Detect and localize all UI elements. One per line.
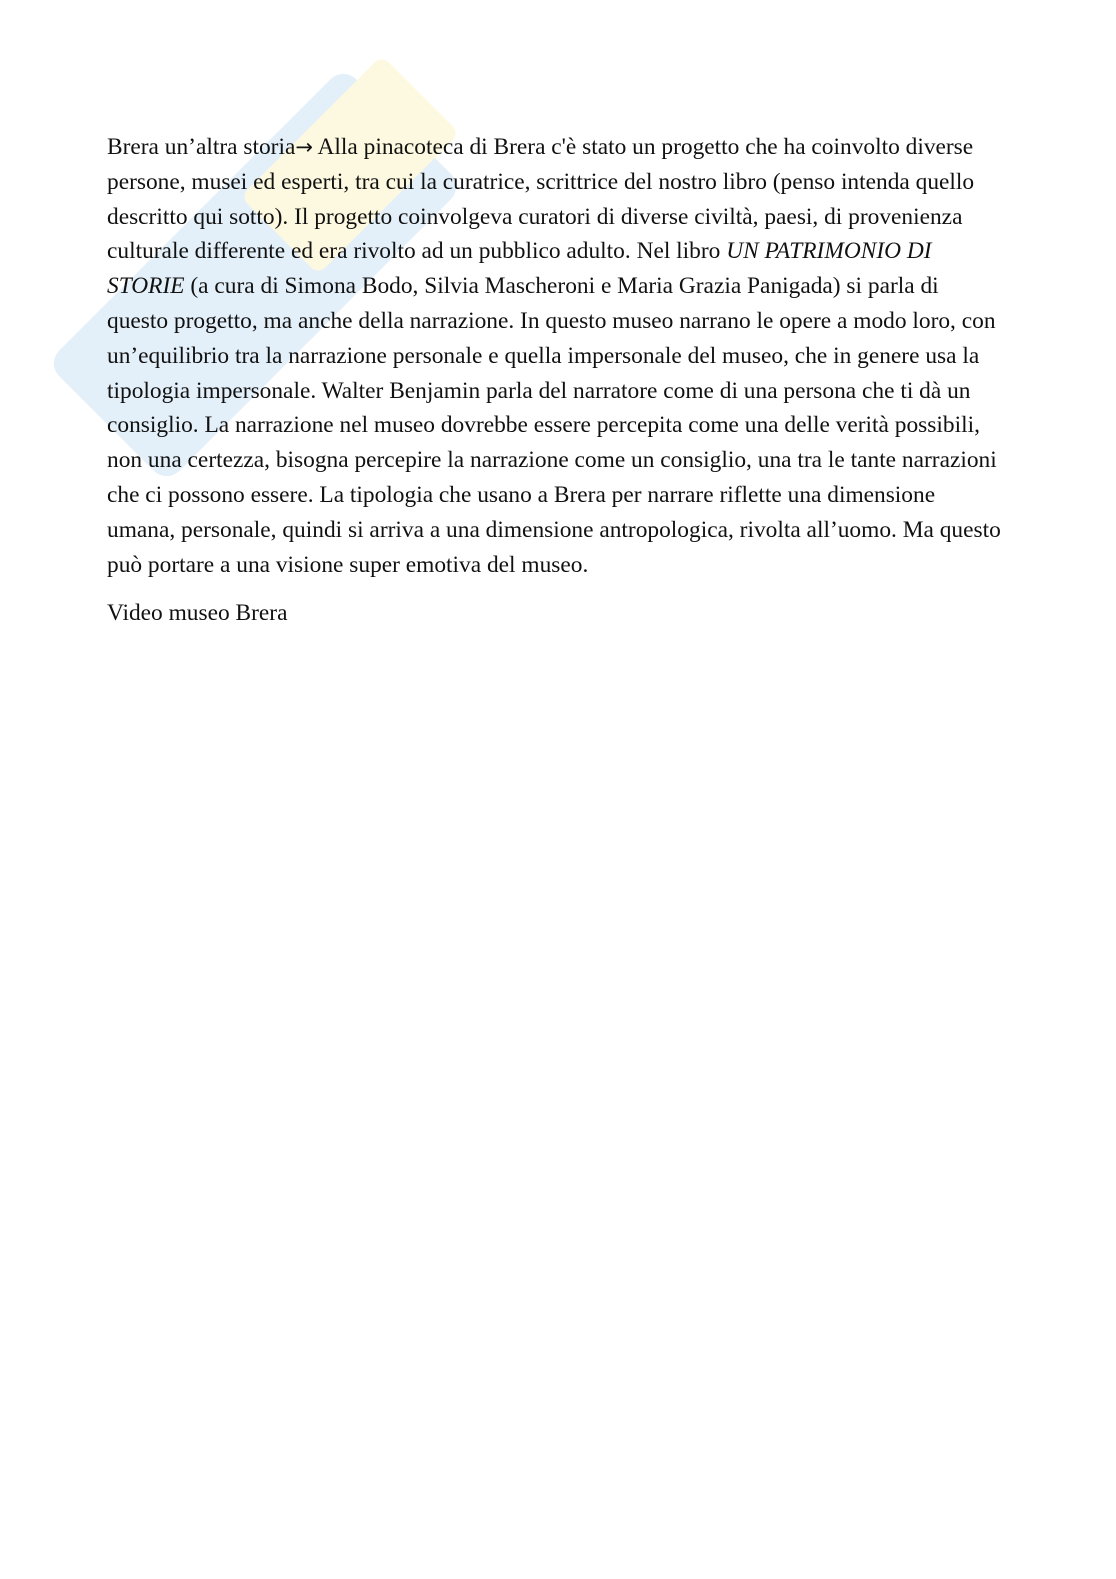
paragraph-text-part-2: (a cura di Simona Bodo, Silvia Mascheroni e Maria Grazia Panigada) si parla di questo progetto, ma anche della narrazione. In questo museo narrano le opere a modo loro, con un’equilibrio tra la narrazione personale e quella impersonale del museo, che in genere usa la tipologia impersonale. Walter Benjamin parla del narratore come di una persona che ti dà un consiglio. La narrazione nel museo dovrebbe essere percepita come una delle verità possibili, non una certezza, bisogna percepire la narrazione come un consiglio, una tra le tante narrazioni che ci possono essere. La tipologia che usano a Brera per narrare riflette una dimensione umana, personale, quindi si arriva a una dimensione antropologica, rivolta all’uomo. Ma questo può portare a una visione super emotiva del museo. — [107, 273, 1001, 578]
arrow-icon: → — [295, 135, 313, 159]
document-body — [107, 130, 1005, 631]
paragraph-text-part-1: Alla pinacoteca di Brera c'è stato un progetto che ha coinvolto diverse persone, musei ed esperti, tra cui la curatrice, scrittrice del nostro libro (penso intenda quello descritto qui sotto). Il progetto coinvolgeva curatori di diverse civiltà, paesi, di provenienza culturale differente ed era rivolto ad un pubblico adulto. Nel libro — [107, 134, 975, 265]
main-paragraph — [107, 130, 1005, 582]
book-title: UN PATRIMONIO DI STORIE — [107, 238, 932, 300]
inline-heading: Brera un’altra storia — [107, 134, 296, 160]
second-paragraph: Video museo Brera — [107, 600, 288, 627]
